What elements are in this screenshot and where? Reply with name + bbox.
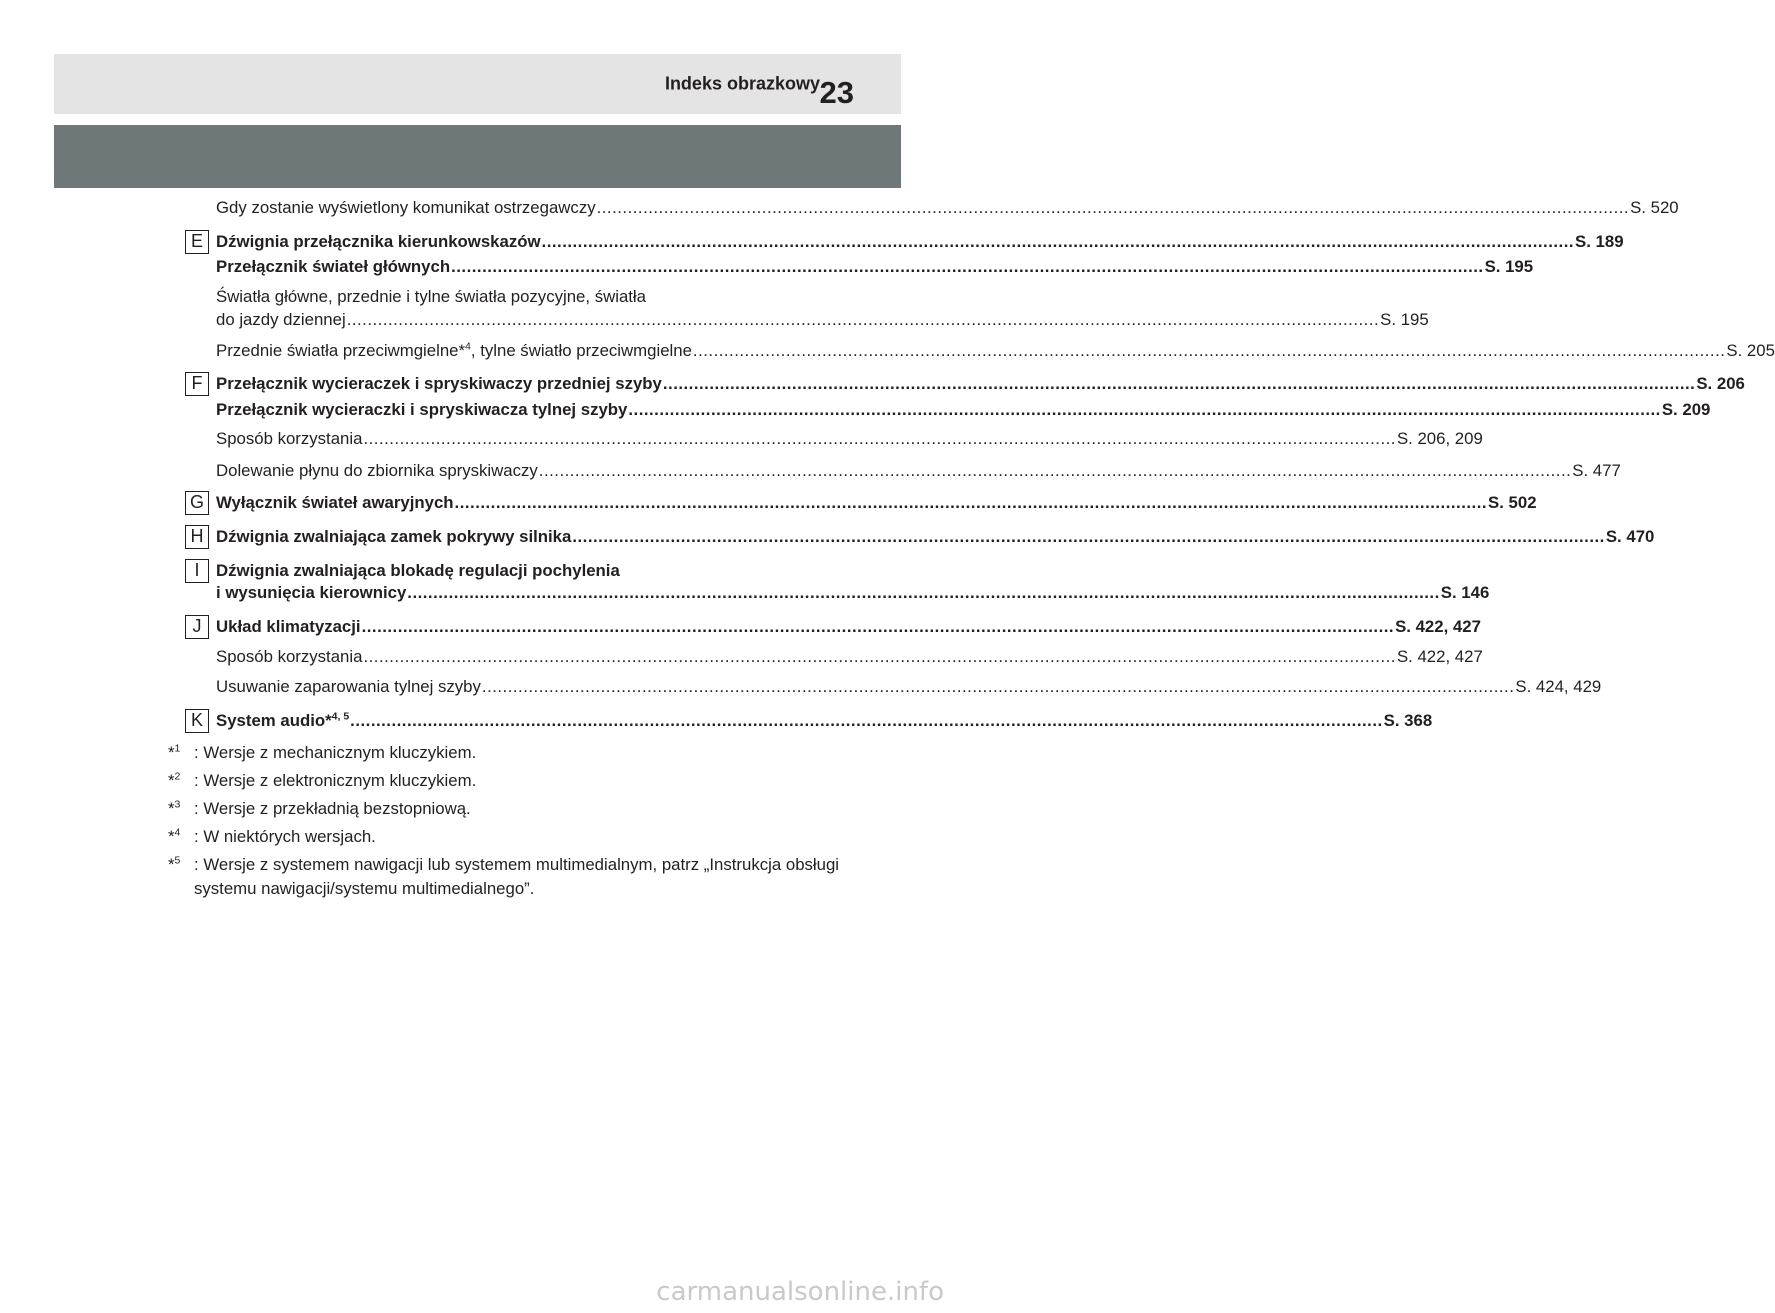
page-number: 23 — [819, 75, 854, 110]
entry-text: Gdy zostanie wyświetlony komunikat ostrzegawczy — [216, 198, 596, 217]
entry-text-line1: Dźwignia zwalniająca blokadę regulacji pochylenia — [216, 561, 620, 580]
index-entry — [216, 373, 1745, 395]
dot-leader: ........................................................................................................................................................................................................ — [454, 493, 1488, 512]
page-ref: S. 424, 429 — [1515, 677, 1602, 696]
dot-leader: ........................................................................................................................................................................................................ — [346, 310, 1380, 329]
section-letter-box: K — [185, 709, 209, 733]
index-entry — [216, 256, 1534, 278]
entry-text: Dźwignia zwalniająca zamek pokrywy silnika — [216, 527, 572, 546]
entry-text: i wysunięcia kierownicy — [216, 583, 407, 602]
footnote-mark — [168, 825, 180, 849]
dot-leader: ........................................................................................................................................................................................................ — [407, 583, 1440, 602]
entry-text: Przełącznik wycieraczek i spryskiwaczy przedniej szyby — [216, 374, 662, 393]
index-entry — [216, 399, 1711, 421]
footnote-asterisk: * — [168, 743, 175, 762]
footnote-text: : Wersje z mechanicznym kluczykiem. — [194, 743, 477, 762]
dot-leader: ........................................................................................................................................................................................................ — [363, 429, 1396, 448]
entry-text: do jazdy dziennej — [216, 310, 346, 329]
page-ref: S. 195 — [1484, 257, 1534, 276]
page-ref: S. 368 — [1383, 711, 1433, 730]
watermark: carmanualsonline.info — [656, 1277, 944, 1307]
index-entry — [216, 197, 1679, 219]
footnote-mark — [168, 853, 180, 877]
section-letter-box: F — [185, 372, 209, 396]
entry-text: Przełącznik wycieraczki i spryskiwacza tylnej szyby — [216, 400, 628, 419]
index-entry — [216, 710, 1433, 732]
entry-text: Dźwignia przełącznika kierunkowskazów — [216, 232, 541, 251]
section-letter-box: I — [185, 559, 209, 583]
dot-leader: ........................................................................................................................................................................................................ — [363, 647, 1396, 666]
footnote — [168, 769, 848, 793]
footnote-text: : W niektórych wersjach. — [194, 827, 376, 846]
entry-text — [216, 340, 692, 362]
footnote-sup: 4 — [465, 340, 471, 353]
footnote-asterisk: * — [168, 827, 175, 846]
entry-text: Wyłącznik świateł awaryjnych — [216, 493, 454, 512]
footnote-number: 4 — [174, 826, 181, 839]
page-ref: S. 189 — [1575, 232, 1624, 251]
section-letter-box: E — [185, 230, 209, 254]
index-entry — [216, 582, 1490, 604]
index-entry — [216, 340, 1775, 362]
dot-leader: ........................................................................................................................................................................................................ — [541, 232, 1575, 251]
footnote-text: : Wersje z elektronicznym kluczykiem. — [194, 771, 477, 790]
entry-text: Układ klimatyzacji — [216, 617, 361, 636]
page-ref: S. 477 — [1572, 461, 1621, 480]
footnote-asterisk: * — [168, 799, 175, 818]
footnote-mark — [168, 769, 180, 793]
footnote-text: : Wersje z systemem nawigacji lub systemem multimedialnym, patrz „Instrukcja obsługi systemu nawigacji/systemu multimedialnego”. — [194, 855, 840, 898]
entry-text: Sposób korzystania — [216, 429, 363, 448]
footnote-asterisk: * — [168, 855, 175, 874]
page-ref: S. 146 — [1440, 583, 1490, 602]
dot-leader: ........................................................................................................................................................................................................ — [350, 711, 1383, 730]
page-ref: S. 195 — [1380, 310, 1429, 329]
footnote-number: 5 — [174, 854, 181, 867]
dot-leader: ........................................................................................................................................................................................................ — [572, 527, 1605, 546]
dot-leader: ........................................................................................................................................................................................................ — [662, 374, 1696, 393]
dot-leader: ........................................................................................................................................................................................................ — [628, 400, 1661, 419]
dot-leader: ........................................................................................................................................................................................................ — [596, 198, 1630, 217]
footnote-asterisk: * — [168, 771, 175, 790]
section-letter-box: G — [185, 491, 209, 515]
dot-leader: ........................................................................................................................................................................................................ — [451, 257, 1484, 276]
footnote-mark — [168, 741, 180, 765]
page-ref: S. 520 — [1630, 198, 1679, 217]
index-entry — [216, 231, 1624, 253]
entry-text-line1: Światła główne, przednie i tylne światła pozycyjne, światła — [216, 287, 646, 306]
dot-leader: ........................................................................................................................................................................................................ — [538, 461, 1572, 480]
footnote — [168, 825, 848, 849]
index-entry — [216, 492, 1537, 514]
section-letter-box: J — [185, 615, 209, 639]
dot-leader: ........................................................................................................................................................................................................ — [361, 617, 1395, 636]
entry-text: Dolewanie płynu do zbiornika spryskiwaczy — [216, 461, 538, 480]
index-entry — [216, 309, 1429, 331]
footnote-mark — [168, 797, 180, 821]
page-ref: S. 422, 427 — [1395, 617, 1481, 636]
entry-text: Sposób korzystania — [216, 647, 363, 666]
footnote — [168, 741, 848, 765]
footnote-number: 1 — [174, 742, 181, 755]
index-entry — [216, 460, 1621, 482]
page-ref: S. 502 — [1488, 493, 1537, 512]
index-entry — [216, 676, 1602, 698]
footnote-text: : Wersje z przekładnią bezstopniową. — [194, 799, 471, 818]
page-ref: S. 205 — [1726, 341, 1775, 360]
footnote — [168, 797, 848, 821]
index-entry — [216, 646, 1483, 668]
index-entry — [216, 428, 1483, 450]
entry-text-part: System audio* — [216, 711, 332, 730]
entry-text-part: Przednie światła przeciwmgielne* — [216, 341, 466, 360]
page-ref: S. 209 — [1661, 400, 1711, 419]
dot-leader: ........................................................................................................................................................................................................ — [481, 677, 1515, 696]
entry-text — [216, 710, 349, 732]
footnote — [168, 853, 848, 901]
page-ref: S. 206 — [1696, 374, 1745, 393]
index-entry — [216, 616, 1481, 638]
page-ref: S. 470 — [1605, 527, 1655, 546]
index-entry — [216, 526, 1655, 548]
footnote-sup: 4, 5 — [331, 710, 350, 723]
section-letter-box: H — [185, 525, 209, 549]
entry-text: Przełącznik świateł głównych — [216, 257, 451, 276]
header-title: Indeks obrazkowy — [664, 73, 820, 94]
section-banner — [54, 125, 901, 188]
entry-text-part: , tylne światło przeciwmgielne — [470, 341, 692, 360]
entry-text: Usuwanie zaparowania tylnej szyby — [216, 677, 481, 696]
footnote-number: 3 — [174, 798, 181, 811]
page-ref: S. 206, 209 — [1396, 429, 1483, 448]
page-ref: S. 422, 427 — [1396, 647, 1483, 666]
footnote-number: 2 — [174, 770, 181, 783]
dot-leader: ........................................................................................................................................................................................................ — [692, 341, 1726, 360]
